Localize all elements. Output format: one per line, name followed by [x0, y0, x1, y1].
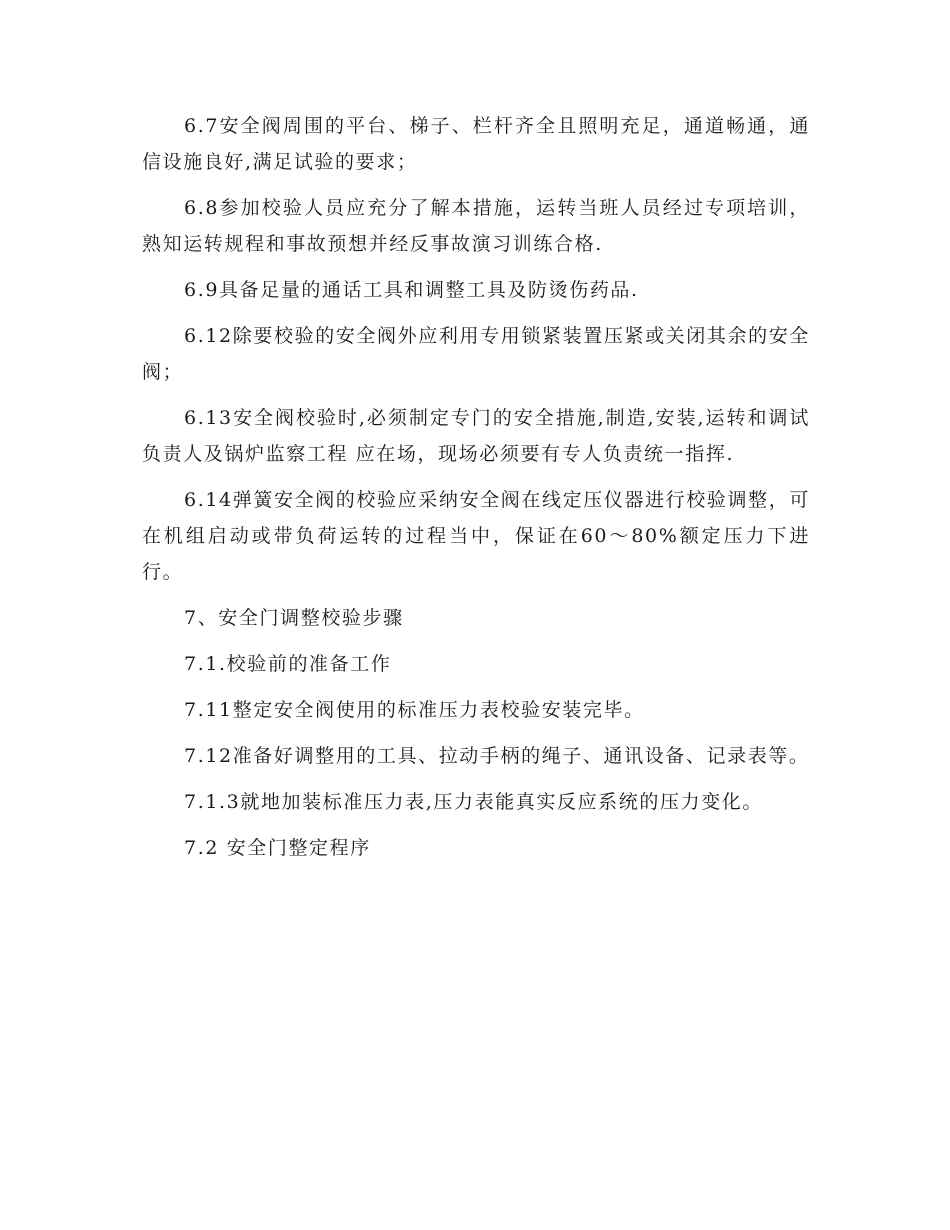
paragraph-7-1: 7.1.校验前的准备工作: [184, 653, 392, 675]
document-body: [142, 108, 810, 876]
paragraph-6-13: 6.13安全阀校验时,必须制定专门的安全措施,制造,安装,运转和调试负责人及锅炉监察工程 应在场，现场必须要有专人负责统一指挥.: [142, 407, 810, 465]
paragraph-7-1-3: 7.1.3就地加装标准压力表,压力表能真实反应系统的压力变化。: [184, 791, 763, 813]
paragraph-6-12: 6.12除要校验的安全阀外应利用专用锁紧装置压紧或关闭其余的安全阀；: [142, 325, 810, 383]
section-heading-7: 7、安全门调整校验步骤: [184, 607, 404, 629]
paragraph-6-14: 6.14弹簧安全阀的校验应采纳安全阀在线定压仪器进行校验调整，可在机组启动或带负荷运转的过程当中，保证在60～80%额定压力下进行。: [142, 489, 810, 583]
paragraph-7-11: 7.11整定安全阀使用的标准压力表校验安装完毕。: [184, 699, 645, 721]
paragraph-7-12: 7.12准备好调整用的工具、拉动手柄的绳子、通讯设备、记录表等。: [184, 745, 810, 767]
paragraph-7-2: 7.2 安全门整定程序: [184, 837, 371, 859]
paragraph-6-7: 6.7安全阀周围的平台、梯子、栏杆齐全且照明充足，通道畅通，通信设施良好,满足试验的要求；: [142, 115, 810, 173]
paragraph-6-8: 6.8参加校验人员应充分了解本措施，运转当班人员经过专项培训，熟知运转规程和事故预想并经反事故演习训练合格.: [142, 197, 810, 255]
paragraph-6-9: 6.9具备足量的通话工具和调整工具及防烫伤药品.: [184, 279, 639, 301]
